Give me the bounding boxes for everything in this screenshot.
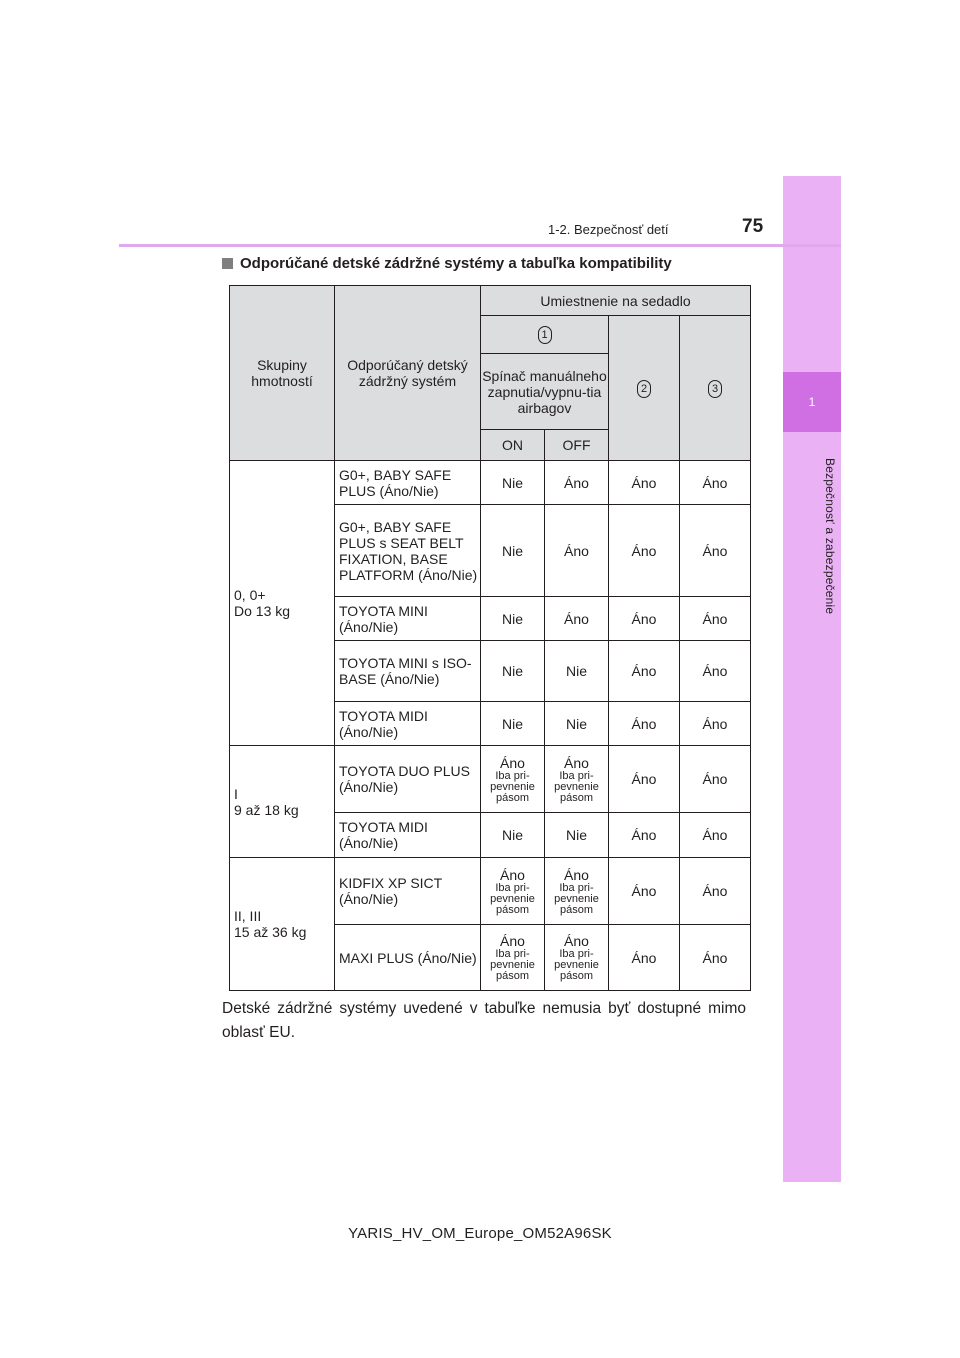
off-cell <box>545 858 609 925</box>
square-bullet-icon <box>222 258 233 269</box>
on-value: Áno <box>500 754 525 771</box>
compatibility-table <box>229 285 751 991</box>
off-value: Áno <box>564 866 589 883</box>
side-tab-chapter-number: 1 <box>783 372 841 432</box>
on-cell: Nie <box>481 813 545 858</box>
system-cell: G0+, BABY SAFE PLUS s SEAT BELT FIXATION, BASE PLATFORM (Áno/Nie) <box>335 505 481 597</box>
system-cell: TOYOTA MINI (Áno/Nie) <box>335 597 481 641</box>
on-cell <box>481 925 545 991</box>
header-rule <box>119 244 841 247</box>
pos2-cell: Áno <box>609 858 680 925</box>
pos3-cell: Áno <box>680 597 751 641</box>
airbag-switch-header: Spínač manuálneho zapnutia/vypnu-tia airbagov <box>481 354 609 430</box>
on-cell: Nie <box>481 641 545 702</box>
pos3-cell: Áno <box>680 858 751 925</box>
on-cell: Nie <box>481 461 545 505</box>
on-value: Áno <box>500 933 525 949</box>
seat-position-1 <box>481 316 609 354</box>
off-cell: Áno <box>545 597 609 641</box>
system-cell: TOYOTA DUO PLUS (Áno/Nie) <box>335 746 481 813</box>
pos3-cell: Áno <box>680 925 751 991</box>
system-cell: KIDFIX XP SICT (Áno/Nie) <box>335 858 481 925</box>
document-footer: YARIS_HV_OM_Europe_OM52A96SK <box>348 1225 612 1242</box>
off-note: Iba pri-pevnenie pásom <box>554 881 599 916</box>
group-weight: Do 13 kg <box>234 603 291 619</box>
off-cell: Nie <box>545 641 609 702</box>
on-note: Iba pri-pevnenie pásom <box>490 948 535 982</box>
switch-off-header: OFF <box>545 430 609 461</box>
pos3-cell: Áno <box>680 702 751 746</box>
col-header-seat-position: Umiestnenie na sedadlo <box>481 286 751 316</box>
group-cell <box>230 858 335 991</box>
page-number: 75 <box>742 216 764 237</box>
section-title: 1-2. Bezpečnosť detí <box>548 222 669 237</box>
on-note: Iba pri-pevnenie pásom <box>490 881 535 916</box>
on-value: Áno <box>500 866 525 883</box>
pos2-cell: Áno <box>609 461 680 505</box>
off-cell: Nie <box>545 813 609 858</box>
group-name: II, III <box>234 908 262 924</box>
pos3-cell: Áno <box>680 813 751 858</box>
pos2-cell: Áno <box>609 702 680 746</box>
on-cell: Nie <box>481 505 545 597</box>
group-weight: 15 až 36 kg <box>234 924 307 940</box>
system-cell: G0+, BABY SAFE PLUS (Áno/Nie) <box>335 461 481 505</box>
on-cell <box>481 858 545 925</box>
table-row <box>230 746 751 813</box>
group-name: I <box>234 785 238 802</box>
pos2-cell: Áno <box>609 641 680 702</box>
off-cell <box>545 746 609 813</box>
system-cell: MAXI PLUS (Áno/Nie) <box>335 925 481 991</box>
on-cell <box>481 746 545 813</box>
off-cell <box>545 925 609 991</box>
system-cell: TOYOTA MINI s ISO-BASE (Áno/Nie) <box>335 641 481 702</box>
seat-position-2 <box>609 316 680 461</box>
off-cell: Áno <box>545 505 609 597</box>
table-row <box>230 858 751 925</box>
pos2-cell: Áno <box>609 746 680 813</box>
switch-on-header: ON <box>481 430 545 461</box>
group-weight: 9 až 18 kg <box>234 801 299 818</box>
off-note: Iba pri-pevnenie pásom <box>554 769 599 804</box>
pos3-cell: Áno <box>680 746 751 813</box>
system-cell: TOYOTA MIDI (Áno/Nie) <box>335 702 481 746</box>
circled-number-3: 3 <box>708 380 722 398</box>
circled-number-1: 1 <box>538 326 552 344</box>
off-cell: Nie <box>545 702 609 746</box>
col-header-system: Odporúčaný detský zádržný systém <box>335 286 481 461</box>
group-cell <box>230 461 335 746</box>
seat-position-3 <box>680 316 751 461</box>
on-cell: Nie <box>481 702 545 746</box>
availability-note: Detské zádržné systémy uvedené v tabuľke nemusia byť dostupné mimo oblasť EU. <box>222 1000 746 1041</box>
off-cell: Áno <box>545 461 609 505</box>
on-note: Iba pri-pevnenie pásom <box>490 769 535 804</box>
table-row <box>230 461 751 505</box>
section-heading-text: Odporúčané detské zádržné systémy a tabuľka kompatibility <box>240 255 672 272</box>
side-tab-strip <box>783 176 841 1182</box>
circled-number-2: 2 <box>637 380 651 398</box>
pos3-cell: Áno <box>680 461 751 505</box>
pos3-cell: Áno <box>680 641 751 702</box>
pos2-cell: Áno <box>609 925 680 991</box>
col-header-group: Skupiny hmotností <box>230 286 335 461</box>
pos3-cell: Áno <box>680 505 751 597</box>
on-cell: Nie <box>481 597 545 641</box>
side-tab-label: Bezpečnosť a zabezpečenie <box>823 457 837 615</box>
off-value: Áno <box>564 933 589 949</box>
group-name: 0, 0+ <box>234 587 266 603</box>
pos2-cell: Áno <box>609 597 680 641</box>
section-heading <box>222 255 672 272</box>
pos2-cell: Áno <box>609 505 680 597</box>
off-note: Iba pri-pevnenie pásom <box>554 948 599 982</box>
system-cell: TOYOTA MIDI (Áno/Nie) <box>335 813 481 858</box>
off-value: Áno <box>564 754 589 771</box>
pos2-cell: Áno <box>609 813 680 858</box>
group-cell <box>230 746 335 858</box>
